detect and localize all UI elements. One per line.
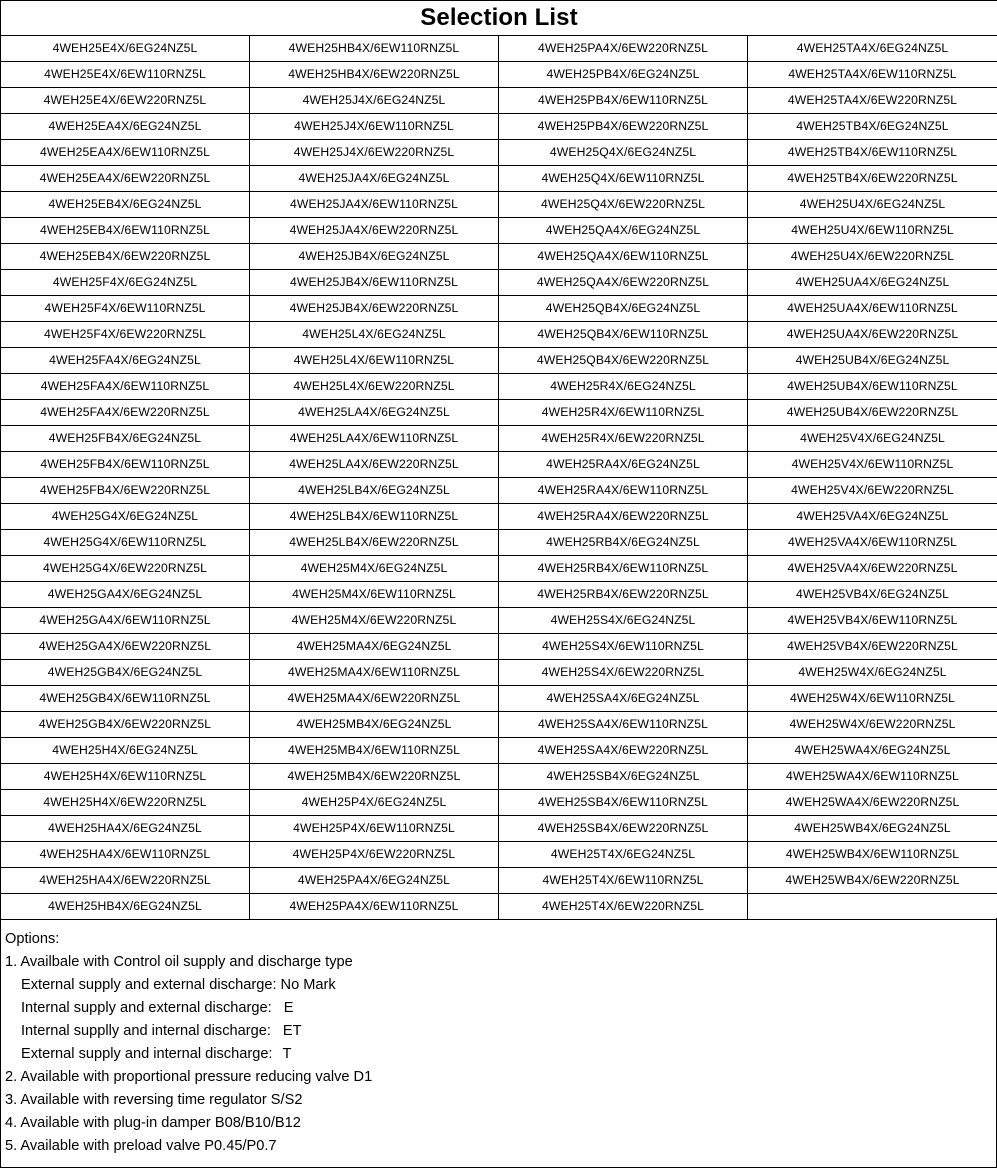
model-code-cell: 4WEH25V4X/6EW110RNZ5L xyxy=(748,452,997,478)
option-sub-1 xyxy=(5,974,992,997)
model-code-cell: 4WEH25M4X/6EG24NZ5L xyxy=(250,556,499,582)
option-sub-4 xyxy=(5,1043,992,1066)
option-sub-label: Internal supply and external discharge: xyxy=(21,1000,272,1016)
model-code-cell: 4WEH25FA4X/6EG24NZ5L xyxy=(1,348,250,374)
table-row xyxy=(1,816,997,842)
table-row xyxy=(1,374,997,400)
model-code-cell: 4WEH25PA4X/6EW220RNZ5L xyxy=(499,36,748,62)
model-code-cell: 4WEH25HB4X/6EW220RNZ5L xyxy=(250,62,499,88)
option-item-1: 1. Availbale with Control oil supply and discharge type xyxy=(5,954,353,970)
table-row xyxy=(1,738,997,764)
model-code-cell: 4WEH25TB4X/6EW110RNZ5L xyxy=(748,140,997,166)
model-code-cell: 4WEH25HA4X/6EG24NZ5L xyxy=(1,816,250,842)
table-row xyxy=(1,504,997,530)
model-code-cell: 4WEH25TA4X/6EG24NZ5L xyxy=(748,36,997,62)
model-code-cell: 4WEH25JA4X/6EW110RNZ5L xyxy=(250,192,499,218)
model-code-cell: 4WEH25RB4X/6EW110RNZ5L xyxy=(499,556,748,582)
model-code-cell: 4WEH25V4X/6EW220RNZ5L xyxy=(748,478,997,504)
table-row xyxy=(1,790,997,816)
model-code-cell: 4WEH25JB4X/6EW110RNZ5L xyxy=(250,270,499,296)
option-sub-3 xyxy=(5,1020,992,1043)
table-row xyxy=(1,452,997,478)
model-code-cell: 4WEH25SA4X/6EG24NZ5L xyxy=(499,686,748,712)
model-code-cell: 4WEH25E4X/6EG24NZ5L xyxy=(1,36,250,62)
table-row xyxy=(1,426,997,452)
model-code-cell: 4WEH25JB4X/6EG24NZ5L xyxy=(250,244,499,270)
model-code-cell: 4WEH25UA4X/6EW110RNZ5L xyxy=(748,296,997,322)
model-code-cell: 4WEH25S4X/6EW110RNZ5L xyxy=(499,634,748,660)
option-item-3: 3. Available with reversing time regulator S/S2 xyxy=(5,1092,303,1108)
table-row xyxy=(1,62,997,88)
model-code-cell: 4WEH25QA4X/6EW110RNZ5L xyxy=(499,244,748,270)
table-row xyxy=(1,36,997,62)
model-code-cell: 4WEH25WB4X/6EG24NZ5L xyxy=(748,816,997,842)
model-code-cell: 4WEH25FB4X/6EW220RNZ5L xyxy=(1,478,250,504)
table-row xyxy=(1,114,997,140)
model-code-cell: 4WEH25P4X/6EW220RNZ5L xyxy=(250,842,499,868)
model-code-cell: 4WEH25Q4X/6EW110RNZ5L xyxy=(499,166,748,192)
model-code-cell: 4WEH25G4X/6EG24NZ5L xyxy=(1,504,250,530)
option-sub-value: No Mark xyxy=(280,977,336,993)
table-row xyxy=(1,322,997,348)
table-row xyxy=(1,660,997,686)
model-code-cell: 4WEH25PB4X/6EW110RNZ5L xyxy=(499,88,748,114)
model-code-cell: 4WEH25J4X/6EW110RNZ5L xyxy=(250,114,499,140)
model-code-cell: 4WEH25Q4X/6EW220RNZ5L xyxy=(499,192,748,218)
table-row xyxy=(1,400,997,426)
model-code-cell: 4WEH25HB4X/6EW110RNZ5L xyxy=(250,36,499,62)
table-row xyxy=(1,764,997,790)
model-code-cell: 4WEH25F4X/6EW220RNZ5L xyxy=(1,322,250,348)
model-code-cell: 4WEH25U4X/6EW220RNZ5L xyxy=(748,244,997,270)
model-code-cell: 4WEH25FB4X/6EW110RNZ5L xyxy=(1,452,250,478)
model-code-cell: 4WEH25FA4X/6EW220RNZ5L xyxy=(1,400,250,426)
model-code-cell: 4WEH25TA4X/6EW110RNZ5L xyxy=(748,62,997,88)
model-code-cell: 4WEH25L4X/6EG24NZ5L xyxy=(250,322,499,348)
model-code-cell: 4WEH25G4X/6EW110RNZ5L xyxy=(1,530,250,556)
model-code-cell: 4WEH25LB4X/6EW220RNZ5L xyxy=(250,530,499,556)
table-row xyxy=(1,556,997,582)
model-code-cell: 4WEH25T4X/6EW110RNZ5L xyxy=(499,868,748,894)
model-code-cell: 4WEH25UB4X/6EG24NZ5L xyxy=(748,348,997,374)
model-code-cell: 4WEH25R4X/6EG24NZ5L xyxy=(499,374,748,400)
option-sub-label: External supply and internal discharge: xyxy=(21,1046,273,1062)
model-code-cell: 4WEH25GB4X/6EG24NZ5L xyxy=(1,660,250,686)
model-code-cell: 4WEH25Q4X/6EG24NZ5L xyxy=(499,140,748,166)
table-row xyxy=(1,88,997,114)
model-code-cell: 4WEH25EB4X/6EW110RNZ5L xyxy=(1,218,250,244)
model-code-cell: 4WEH25U4X/6EG24NZ5L xyxy=(748,192,997,218)
model-code-cell: 4WEH25F4X/6EW110RNZ5L xyxy=(1,296,250,322)
model-code-cell: 4WEH25MA4X/6EW220RNZ5L xyxy=(250,686,499,712)
model-code-cell: 4WEH25EA4X/6EW110RNZ5L xyxy=(1,140,250,166)
model-code-cell: 4WEH25WA4X/6EG24NZ5L xyxy=(748,738,997,764)
option-item-5: 5. Available with preload valve P0.45/P0.7 xyxy=(5,1138,277,1154)
model-code-cell: 4WEH25VB4X/6EW110RNZ5L xyxy=(748,608,997,634)
model-code-cell: 4WEH25WB4X/6EW110RNZ5L xyxy=(748,842,997,868)
model-code-cell: 4WEH25E4X/6EW110RNZ5L xyxy=(1,62,250,88)
model-code-cell: 4WEH25T4X/6EG24NZ5L xyxy=(499,842,748,868)
model-code-cell: 4WEH25WA4X/6EW110RNZ5L xyxy=(748,764,997,790)
model-code-cell: 4WEH25MA4X/6EG24NZ5L xyxy=(250,634,499,660)
model-code-cell: 4WEH25RA4X/6EW220RNZ5L xyxy=(499,504,748,530)
table-row xyxy=(1,712,997,738)
model-code-cell: 4WEH25TA4X/6EW220RNZ5L xyxy=(748,88,997,114)
model-code-cell: 4WEH25SA4X/6EW220RNZ5L xyxy=(499,738,748,764)
model-code-cell: 4WEH25SB4X/6EG24NZ5L xyxy=(499,764,748,790)
model-code-cell: 4WEH25M4X/6EW220RNZ5L xyxy=(250,608,499,634)
model-code-cell: 4WEH25TB4X/6EG24NZ5L xyxy=(748,114,997,140)
model-code-cell: 4WEH25H4X/6EW220RNZ5L xyxy=(1,790,250,816)
table-row xyxy=(1,166,997,192)
model-code-cell: 4WEH25RB4X/6EG24NZ5L xyxy=(499,530,748,556)
model-code-cell: 4WEH25VA4X/6EW220RNZ5L xyxy=(748,556,997,582)
table-row xyxy=(1,348,997,374)
option-sub-2 xyxy=(5,997,992,1020)
model-code-cell: 4WEH25MA4X/6EW110RNZ5L xyxy=(250,660,499,686)
table-row xyxy=(1,244,997,270)
model-code-cell: 4WEH25PA4X/6EG24NZ5L xyxy=(250,868,499,894)
model-code-cell: 4WEH25JA4X/6EG24NZ5L xyxy=(250,166,499,192)
model-code-cell: 4WEH25F4X/6EG24NZ5L xyxy=(1,270,250,296)
model-code-cell: 4WEH25WB4X/6EW220RNZ5L xyxy=(748,868,997,894)
options-heading: Options: xyxy=(5,931,60,947)
model-code-cell: 4WEH25RA4X/6EW110RNZ5L xyxy=(499,478,748,504)
model-code-cell: 4WEH25MB4X/6EG24NZ5L xyxy=(250,712,499,738)
option-sub-value: T xyxy=(282,1046,292,1062)
model-code-cell: 4WEH25H4X/6EG24NZ5L xyxy=(1,738,250,764)
model-code-cell: 4WEH25W4X/6EW110RNZ5L xyxy=(748,686,997,712)
model-code-cell: 4WEH25RA4X/6EG24NZ5L xyxy=(499,452,748,478)
model-code-cell: 4WEH25GA4X/6EG24NZ5L xyxy=(1,582,250,608)
table-row xyxy=(1,868,997,894)
model-code-cell: 4WEH25E4X/6EW220RNZ5L xyxy=(1,88,250,114)
model-code-cell: 4WEH25LA4X/6EW110RNZ5L xyxy=(250,426,499,452)
model-code-cell: 4WEH25J4X/6EG24NZ5L xyxy=(250,88,499,114)
model-code-cell: 4WEH25UB4X/6EW110RNZ5L xyxy=(748,374,997,400)
model-code-cell: 4WEH25R4X/6EW220RNZ5L xyxy=(499,426,748,452)
model-code-cell: 4WEH25PB4X/6EW220RNZ5L xyxy=(499,114,748,140)
model-code-cell: 4WEH25U4X/6EW110RNZ5L xyxy=(748,218,997,244)
model-code-cell: 4WEH25SB4X/6EW220RNZ5L xyxy=(499,816,748,842)
table-row xyxy=(1,582,997,608)
model-code-cell: 4WEH25LB4X/6EG24NZ5L xyxy=(250,478,499,504)
option-sub-label: Internal supplly and internal discharge: xyxy=(21,1023,271,1039)
model-code-cell: 4WEH25WA4X/6EW220RNZ5L xyxy=(748,790,997,816)
model-code-cell: 4WEH25HA4X/6EW220RNZ5L xyxy=(1,868,250,894)
model-code-cell: 4WEH25GB4X/6EW220RNZ5L xyxy=(1,712,250,738)
table-row xyxy=(1,218,997,244)
model-code-cell: 4WEH25SA4X/6EW110RNZ5L xyxy=(499,712,748,738)
table-row xyxy=(1,478,997,504)
model-code-cell: 4WEH25P4X/6EG24NZ5L xyxy=(250,790,499,816)
model-code-cell: 4WEH25QA4X/6EG24NZ5L xyxy=(499,218,748,244)
model-code-cell: 4WEH25J4X/6EW220RNZ5L xyxy=(250,140,499,166)
table-row xyxy=(1,192,997,218)
table-row xyxy=(1,530,997,556)
model-code-cell: 4WEH25GA4X/6EW220RNZ5L xyxy=(1,634,250,660)
options-section xyxy=(0,918,997,1168)
model-code-cell: 4WEH25RB4X/6EW220RNZ5L xyxy=(499,582,748,608)
model-code-cell: 4WEH25P4X/6EW110RNZ5L xyxy=(250,816,499,842)
model-code-cell: 4WEH25T4X/6EW220RNZ5L xyxy=(499,894,748,920)
model-code-cell: 4WEH25V4X/6EG24NZ5L xyxy=(748,426,997,452)
model-code-cell: 4WEH25TB4X/6EW220RNZ5L xyxy=(748,166,997,192)
model-code-cell: 4WEH25M4X/6EW110RNZ5L xyxy=(250,582,499,608)
table-row xyxy=(1,842,997,868)
table-row xyxy=(1,140,997,166)
model-code-cell: 4WEH25SB4X/6EW110RNZ5L xyxy=(499,790,748,816)
model-code-cell: 4WEH25QB4X/6EW110RNZ5L xyxy=(499,322,748,348)
model-code-cell: 4WEH25MB4X/6EW220RNZ5L xyxy=(250,764,499,790)
table-title: Selection List xyxy=(1,1,997,36)
option-sub-value: E xyxy=(283,1000,294,1016)
model-code-cell: 4WEH25UB4X/6EW220RNZ5L xyxy=(748,400,997,426)
model-code-cell: 4WEH25UA4X/6EW220RNZ5L xyxy=(748,322,997,348)
model-code-cell: 4WEH25LA4X/6EG24NZ5L xyxy=(250,400,499,426)
table-row xyxy=(1,608,997,634)
model-code-cell: 4WEH25H4X/6EW110RNZ5L xyxy=(1,764,250,790)
model-code-cell: 4WEH25VA4X/6EG24NZ5L xyxy=(748,504,997,530)
model-code-cell: 4WEH25S4X/6EG24NZ5L xyxy=(499,608,748,634)
model-code-cell: 4WEH25VA4X/6EW110RNZ5L xyxy=(748,530,997,556)
model-code-cell: 4WEH25W4X/6EW220RNZ5L xyxy=(748,712,997,738)
model-code-cell: 4WEH25EB4X/6EW220RNZ5L xyxy=(1,244,250,270)
table-row xyxy=(1,686,997,712)
model-code-cell xyxy=(748,894,997,920)
option-item-2: 2. Available with proportional pressure reducing valve D1 xyxy=(5,1069,373,1085)
model-code-cell: 4WEH25QB4X/6EW220RNZ5L xyxy=(499,348,748,374)
option-sub-value: ET xyxy=(282,1023,302,1039)
model-code-cell: 4WEH25S4X/6EW220RNZ5L xyxy=(499,660,748,686)
model-code-cell: 4WEH25PA4X/6EW110RNZ5L xyxy=(250,894,499,920)
model-code-cell: 4WEH25LB4X/6EW110RNZ5L xyxy=(250,504,499,530)
option-item-4: 4. Available with plug-in damper B08/B10/B12 xyxy=(5,1115,301,1131)
selection-table-body xyxy=(1,36,997,920)
model-code-cell: 4WEH25VB4X/6EG24NZ5L xyxy=(748,582,997,608)
model-code-cell: 4WEH25L4X/6EW110RNZ5L xyxy=(250,348,499,374)
model-code-cell: 4WEH25R4X/6EW110RNZ5L xyxy=(499,400,748,426)
table-row xyxy=(1,296,997,322)
model-code-cell: 4WEH25HB4X/6EG24NZ5L xyxy=(1,894,250,920)
option-sub-label: External supply and external discharge: xyxy=(21,977,277,993)
table-row xyxy=(1,894,997,920)
model-code-cell: 4WEH25FB4X/6EG24NZ5L xyxy=(1,426,250,452)
model-code-cell: 4WEH25QB4X/6EG24NZ5L xyxy=(499,296,748,322)
model-code-cell: 4WEH25HA4X/6EW110RNZ5L xyxy=(1,842,250,868)
model-code-cell: 4WEH25VB4X/6EW220RNZ5L xyxy=(748,634,997,660)
model-code-cell: 4WEH25L4X/6EW220RNZ5L xyxy=(250,374,499,400)
model-code-cell: 4WEH25EB4X/6EG24NZ5L xyxy=(1,192,250,218)
model-code-cell: 4WEH25LA4X/6EW220RNZ5L xyxy=(250,452,499,478)
model-code-cell: 4WEH25MB4X/6EW110RNZ5L xyxy=(250,738,499,764)
model-code-cell: 4WEH25EA4X/6EW220RNZ5L xyxy=(1,166,250,192)
table-row xyxy=(1,634,997,660)
model-code-cell: 4WEH25W4X/6EG24NZ5L xyxy=(748,660,997,686)
model-code-cell: 4WEH25JB4X/6EW220RNZ5L xyxy=(250,296,499,322)
model-code-cell: 4WEH25GB4X/6EW110RNZ5L xyxy=(1,686,250,712)
model-code-cell: 4WEH25QA4X/6EW220RNZ5L xyxy=(499,270,748,296)
model-code-cell: 4WEH25UA4X/6EG24NZ5L xyxy=(748,270,997,296)
table-row xyxy=(1,270,997,296)
model-code-cell: 4WEH25PB4X/6EG24NZ5L xyxy=(499,62,748,88)
model-code-cell: 4WEH25JA4X/6EW220RNZ5L xyxy=(250,218,499,244)
model-code-cell: 4WEH25G4X/6EW220RNZ5L xyxy=(1,556,250,582)
model-code-cell: 4WEH25GA4X/6EW110RNZ5L xyxy=(1,608,250,634)
model-code-cell: 4WEH25FA4X/6EW110RNZ5L xyxy=(1,374,250,400)
model-code-cell: 4WEH25EA4X/6EG24NZ5L xyxy=(1,114,250,140)
